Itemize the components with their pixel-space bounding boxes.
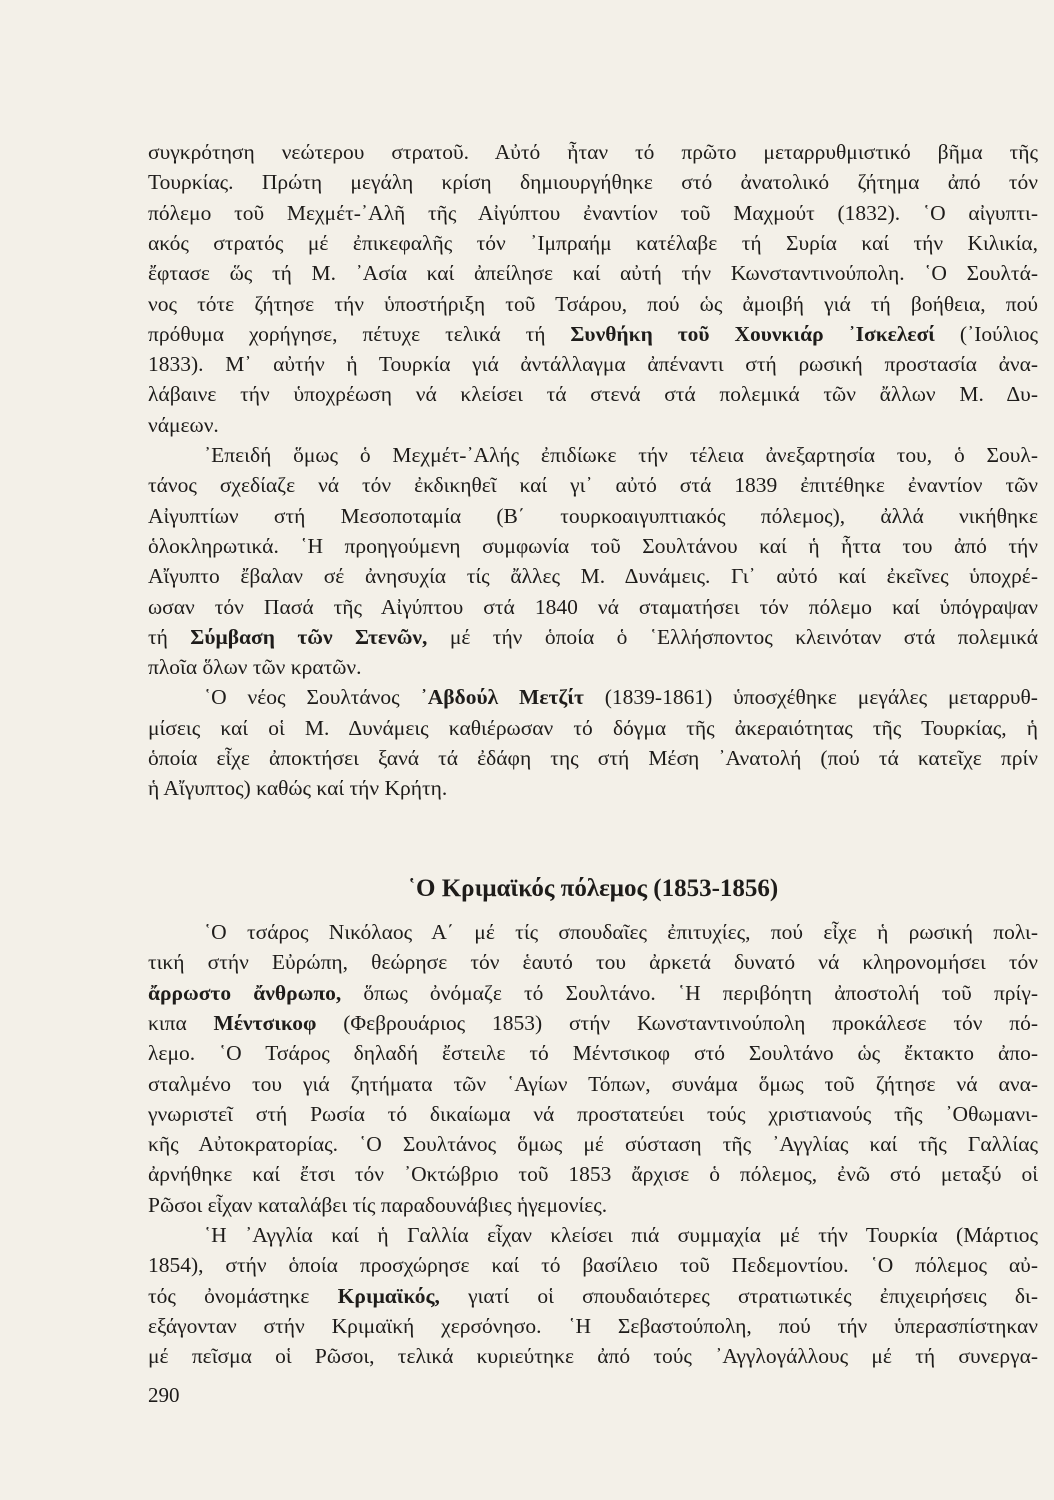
- text-run: συγκρότηση νεώτερου στρατοῦ. Αὐτό ἦταν τό πρῶτο μεταρρυθμιστικό βῆμα τῆς: [148, 140, 1038, 164]
- text-run: μέ τήν ὁποία ὁ ῾Ελλήσποντος κλεινόταν στά πολεμικά: [427, 624, 1038, 649]
- text-run: γιατί οἱ σπουδαιότερες στρατιωτικές ἐπιχειρήσεις δι-: [439, 1283, 1038, 1308]
- text-line: [148, 652, 1038, 682]
- text-run: ῾Η ᾽Αγγλία καί ἡ Γαλλία εἶχαν κλείσει πιά συμμαχία μέ τήν Τουρκία (Μάρτιος: [204, 1223, 1038, 1247]
- text-line: [148, 531, 1038, 561]
- text-line: [148, 319, 1038, 349]
- text-run: Αἰγυπτίων στή Μεσοποταμία (Β΄ τουρκοαιγυπτιακός πόλεμος), ἀλλά νικήθηκε: [148, 503, 1038, 528]
- text-run: ὅπως ὀνόμαζε τό Σουλτάνο. ῾Η περιβόητη ἀποστολή τοῦ πρίγ-: [341, 980, 1038, 1005]
- text-run: τή: [148, 624, 191, 649]
- text-line: [148, 501, 1038, 531]
- section-heading: ῾Ο Κριμαϊκός πόλεμος (1853-1856): [407, 875, 779, 902]
- text-run: κιπα: [148, 1010, 214, 1035]
- text-run: μίσεις καί οἱ Μ. Δυνάμεις καθιέρωσαν τό δόγμα τῆς ἀκεραιότητας τῆς Τουρκίας, ἡ: [148, 715, 1038, 740]
- text-line: [148, 713, 1038, 743]
- text-line: [148, 917, 1038, 947]
- text-line: [148, 228, 1038, 258]
- text-line: [148, 198, 1038, 228]
- text-line: [148, 1069, 1038, 1099]
- text-line: [148, 1038, 1038, 1068]
- text-run: νος τότε ζήτησε τήν ὑποστήριξη τοῦ Τσάρου, πού ὡς ἀμοιβή γιά τή βοήθεια, πού: [148, 291, 1038, 316]
- text-line: [148, 1281, 1038, 1311]
- text-run: πόλεμο τοῦ Μεχμέτ-᾽Αλῆ τῆς Αἰγύπτου ἐναντίον τοῦ Μαχμούτ (1832). ῾Ο αἰγυπτι-: [148, 200, 1038, 225]
- bold-term: Συνθήκη τοῦ Χουνκιάρ ᾽Ισκελεσί: [570, 321, 935, 346]
- text-run: ἡ Αἴγυπτος) καθώς καί τήν Κρήτη.: [148, 776, 448, 801]
- text-line: [148, 1250, 1038, 1280]
- text-line: [148, 947, 1038, 977]
- text-line: [148, 167, 1038, 197]
- text-run: ὁλοκληρωτικά. ῾Η προηγούμενη συμφωνία τοῦ Σουλτάνου καί ἡ ἧττα του ἀπό τήν: [148, 533, 1038, 558]
- page-number: 290: [148, 1383, 180, 1407]
- text-line: [148, 682, 1038, 712]
- text-line: [148, 743, 1038, 773]
- text-line: [148, 1099, 1038, 1129]
- text-line: [148, 1008, 1038, 1038]
- text-line: [148, 622, 1038, 652]
- text-run: ὁποία εἶχε ἀποκτήσει ξανά τά ἐδάφη της στή Μέση ᾽Ανατολή (πού τά κατεῖχε πρίν: [148, 746, 1038, 770]
- bold-term: Κριμαϊκός,: [337, 1283, 440, 1308]
- text-run: κῆς Αὐτοκρατορίας. ῾Ο Σουλτάνος ὅμως μέ σύσταση τῆς ᾽Αγγλίας καί τῆς Γαλλίας: [148, 1132, 1038, 1157]
- text-run: Τουρκίας. Πρώτη μεγάλη κρίση δημιουργήθηκε στό ἀνατολικό ζήτημα ἀπό τόν: [148, 170, 1038, 195]
- text-line: [148, 1220, 1038, 1250]
- text-line: [148, 440, 1038, 470]
- text-line: [148, 978, 1038, 1008]
- text-run: πλοῖα ὅλων τῶν κρατῶν.: [148, 655, 362, 680]
- text-line: [148, 1159, 1038, 1189]
- text-line: [148, 1341, 1038, 1371]
- text-line: [148, 410, 1038, 440]
- bold-term: ᾽Αβδούλ Μετζίτ: [420, 685, 584, 710]
- text-run: τική στήν Εὐρώπη, θεώρησε τόν ἑαυτό του ἀρκετά δυνατό νά κληρονομήσει τόν: [148, 950, 1038, 975]
- text-line: [148, 1190, 1038, 1220]
- text-run: μέ πεῖσμα οἱ Ρῶσοι, τελικά κυριεύτηκε ἀπό τούς ᾽Αγγλογάλλους μέ τή συνεργα-: [148, 1344, 1038, 1369]
- text-line: [148, 470, 1038, 500]
- text-run: ῾Ο νέος Σουλτάνος: [204, 685, 421, 710]
- text-line: [148, 137, 1038, 167]
- text-run: 1854), στήν ὁποία προσχώρησε καί τό βασίλειο τοῦ Πεδεμοντίου. ῾Ο πόλεμος αὐ-: [148, 1253, 1038, 1278]
- text-run: Αἴγυπτο ἔβαλαν σέ ἀνησυχία τίς ἄλλες Μ. Δυνάμεις. Γι᾽ αὐτό καί ἐκεῖνες ὑποχρέ-: [148, 564, 1038, 589]
- text-run: ακός στρατός μέ ἐπικεφαλῆς τόν ᾽Ιμπραήμ κατέλαβε τή Συρία καί τήν Κιλικία,: [148, 230, 1038, 255]
- text-run: ωσαν τόν Πασά τῆς Αἰγύπτου στά 1840 νά σταματήσει τόν πόλεμο καί ὑπόγραψαν: [148, 594, 1038, 619]
- text-line: [148, 773, 1038, 803]
- bold-term: ἄρρωστο ἄνθρωπο,: [148, 980, 342, 1005]
- text-line: [148, 289, 1038, 319]
- text-run: γνωριστεῖ στή Ρωσία τό δικαίωμα νά προστατεύει τούς χριστιανούς τῆς ᾽Οθωμανι-: [148, 1101, 1038, 1126]
- text-line: [148, 379, 1038, 409]
- text-run: ἀρνήθηκε καί ἔτσι τόν ᾽Οκτώβριο τοῦ 1853 ἄρχισε ὁ πόλεμος, ἐνῶ στό μεταξύ οἱ: [148, 1162, 1038, 1187]
- text-run: νάμεων.: [148, 412, 219, 437]
- text-run: Ρῶσοι εἶχαν καταλάβει τίς παραδουνάβιες ἡγεμονίες.: [148, 1192, 608, 1217]
- text-line: [148, 349, 1038, 379]
- text-run: τάνος σχεδίαζε νά τόν ἐκδικηθεῖ καί γι᾽ αὐτό στά 1839 ἐπιτέθηκε ἐναντίον τῶν: [148, 473, 1038, 498]
- text-run: ᾽Επειδή ὅμως ὁ Μεχμέτ-᾽Αλής ἐπιδίωκε τήν τέλεια ἀνεξαρτησία του, ὁ Σουλ-: [204, 443, 1038, 467]
- text-run: (᾽Ιούλιος: [934, 321, 1038, 346]
- text-run: τός ὀνομάστηκε: [148, 1283, 338, 1308]
- text-run: σταλμένο του γιά ζητήματα τῶν ῾Αγίων Τόπων, συνάμα ὅμως τοῦ ζήτησε νά ανα-: [148, 1071, 1038, 1096]
- text-run: (1839-1861) ὑποσχέθηκε μεγάλες μεταρρυθ-: [583, 685, 1038, 710]
- text-run: λάβαινε τήν ὑποχρέωση νά κλείσει τά στενά στά πολεμικά τῶν ἄλλων Μ. Δυ-: [148, 382, 1038, 407]
- text-run: (Φεβρουάριος 1853) στήν Κωνσταντινούπολη προκάλεσε τόν πό-: [316, 1010, 1038, 1035]
- text-run: λεμο. ῾Ο Τσάρος δηλαδή ἔστειλε τό Μέντσικοφ στό Σουλτάνο ὡς ἔκτακτο ἀπο-: [148, 1041, 1038, 1066]
- text-line: [148, 1311, 1038, 1341]
- text-line: [148, 258, 1038, 288]
- text-run: εξάγονταν στήν Κριμαϊκή χερσόνησο. ῾Η Σεβαστούπολη, πού τήν ὑπερασπίστηκαν: [148, 1313, 1038, 1338]
- bold-term: Σύμβαση τῶν Στενῶν,: [190, 624, 428, 649]
- text-run: ῾Ο τσάρος Νικόλαος Α΄ μέ τίς σπουδαῖες ἐπιτυχίες, πού εἶχε ἡ ρωσική πολι-: [204, 920, 1038, 944]
- text-run: πρόθυμα χορήγησε, πέτυχε τελικά τή: [148, 321, 571, 346]
- bold-term: Μέντσικοφ: [213, 1010, 317, 1035]
- text-line: [148, 561, 1038, 591]
- text-run: ἔφτασε ὥς τή Μ. ᾽Ασία καί ἀπείλησε καί αὐτή τήν Κωνσταντινούπολη. ῾Ο Σουλτά-: [148, 261, 1038, 286]
- text-line: [148, 1129, 1038, 1159]
- text-line: [148, 592, 1038, 622]
- text-run: 1833). Μ᾽ αὐτήν ἡ Τουρκία γιά ἀντάλλαγμα ἀπέναντι στή ρωσική προστασία ἀνα-: [148, 352, 1038, 377]
